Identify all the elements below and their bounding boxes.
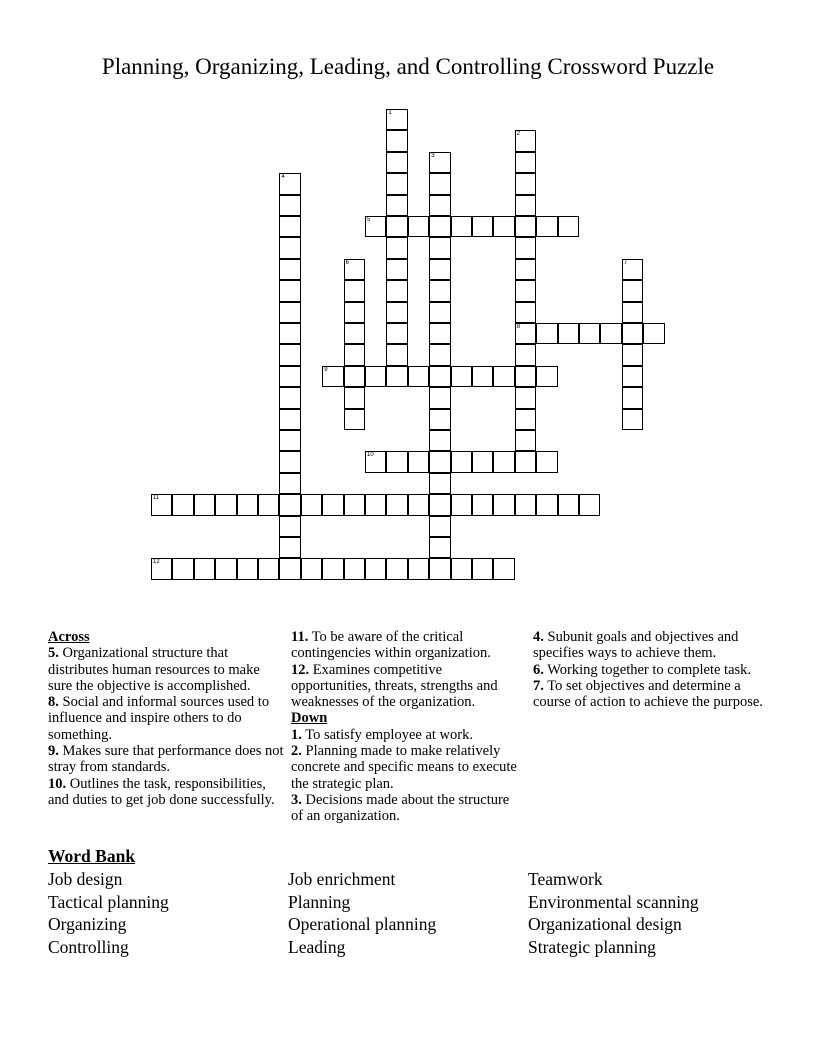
grid-cell[interactable]: [429, 516, 450, 537]
grid-cell[interactable]: [536, 451, 557, 472]
grid-cell[interactable]: [237, 558, 258, 579]
grid-cell[interactable]: [322, 558, 343, 579]
grid-cell[interactable]: [429, 366, 450, 387]
grid-cell[interactable]: [429, 216, 450, 237]
grid-cell[interactable]: [429, 451, 450, 472]
clues-column-2: [291, 629, 523, 825]
grid-cell[interactable]: [279, 451, 300, 472]
grid-cell[interactable]: [344, 409, 365, 430]
grid-cell[interactable]: [386, 130, 407, 151]
grid-cell[interactable]: [536, 323, 557, 344]
grid-cell[interactable]: [622, 280, 643, 301]
grid-cell[interactable]: [386, 366, 407, 387]
grid-cell[interactable]: [515, 494, 536, 515]
grid-cell[interactable]: [429, 409, 450, 430]
grid-cell[interactable]: [429, 430, 450, 451]
grid-cell[interactable]: [215, 494, 236, 515]
grid-cell[interactable]: [515, 323, 536, 344]
grid-cell[interactable]: [472, 558, 493, 579]
grid-cell[interactable]: [344, 494, 365, 515]
grid-cell[interactable]: [515, 302, 536, 323]
grid-cell[interactable]: [344, 280, 365, 301]
cell-number: 9: [324, 366, 328, 373]
grid-cell[interactable]: [493, 451, 514, 472]
clue-across-8: 8. Social and informal sources used to influence and inspire others to do something.: [48, 694, 270, 743]
word-bank-column-2: [288, 868, 436, 958]
grid-cell[interactable]: [515, 366, 536, 387]
grid-cell[interactable]: [451, 494, 472, 515]
grid-cell[interactable]: [279, 473, 300, 494]
grid-cell[interactable]: [386, 152, 407, 173]
grid-cell[interactable]: [301, 494, 322, 515]
grid-cell[interactable]: [408, 451, 429, 472]
cell-number: 2: [516, 131, 521, 138]
grid-cell[interactable]: [386, 195, 407, 216]
grid-cell[interactable]: [279, 344, 300, 365]
grid-cell[interactable]: [622, 409, 643, 430]
grid-cell[interactable]: [279, 366, 300, 387]
clue-across-10: 10. Outlines the task, responsibilities, and duties to get job done successfully.: [48, 775, 275, 808]
grid-cell[interactable]: [172, 558, 193, 579]
grid-cell[interactable]: [279, 494, 300, 515]
grid-cell[interactable]: [386, 344, 407, 365]
grid-cell[interactable]: [515, 344, 536, 365]
grid-cell[interactable]: [558, 216, 579, 237]
grid-cell[interactable]: [515, 430, 536, 451]
clue-across-5: 5. Organizational structure that distributes human resources to make sure the objective is accomplished.: [48, 645, 260, 694]
grid-cell[interactable]: [493, 366, 514, 387]
grid-cell[interactable]: [429, 195, 450, 216]
cell-number: 12: [153, 559, 160, 566]
grid-cell[interactable]: [386, 302, 407, 323]
clues-column-3: [533, 629, 765, 710]
grid-cell[interactable]: [344, 259, 365, 280]
grid-cell[interactable]: [279, 259, 300, 280]
cell-number: 1: [388, 110, 392, 116]
grid-cell[interactable]: [194, 494, 215, 515]
grid-cell[interactable]: [579, 323, 600, 344]
word-bank-item: Leading: [288, 936, 346, 957]
word-bank-item: Environmental scanning: [528, 891, 699, 912]
grid-cell[interactable]: [515, 173, 536, 194]
grid-cell[interactable]: [429, 237, 450, 258]
grid-cell[interactable]: [279, 280, 300, 301]
clue-down-1: 1. To satisfy employee at work.: [291, 726, 473, 743]
grid-cell[interactable]: [344, 387, 365, 408]
grid-cell[interactable]: [344, 366, 365, 387]
word-bank-item: Job design: [48, 869, 123, 889]
cell-number: 8: [516, 324, 521, 330]
grid-cell[interactable]: [622, 259, 643, 280]
cell-number: 11: [153, 495, 160, 502]
grid-cell[interactable]: [386, 109, 407, 130]
grid-cell[interactable]: [279, 302, 300, 323]
grid-cell[interactable]: [258, 558, 279, 579]
grid-cell[interactable]: [279, 237, 300, 258]
word-bank-title: Word Bank: [48, 846, 136, 866]
grid-cell[interactable]: [622, 302, 643, 323]
word-bank-item: Operational planning: [288, 914, 437, 935]
grid-cell[interactable]: [515, 409, 536, 430]
grid-cell[interactable]: [322, 494, 343, 515]
grid-cell[interactable]: [515, 259, 536, 280]
grid-cell[interactable]: [429, 537, 450, 558]
grid-cell[interactable]: [451, 451, 472, 472]
grid-cell[interactable]: [365, 366, 386, 387]
word-bank-item: Tactical planning: [48, 891, 169, 912]
grid-cell[interactable]: [386, 216, 407, 237]
grid-cell[interactable]: [515, 216, 536, 237]
grid-cell[interactable]: [429, 302, 450, 323]
grid-cell[interactable]: [386, 237, 407, 258]
grid-cell[interactable]: [386, 173, 407, 194]
grid-cell[interactable]: [386, 451, 407, 472]
grid-cell[interactable]: [237, 494, 258, 515]
grid-cell[interactable]: [429, 558, 450, 579]
clues-column-1: [48, 629, 284, 808]
grid-cell[interactable]: [558, 323, 579, 344]
word-bank-item: Organizing: [48, 914, 127, 935]
grid-cell[interactable]: [429, 494, 450, 515]
grid-cell[interactable]: [536, 366, 557, 387]
grid-cell[interactable]: [429, 280, 450, 301]
grid-cell[interactable]: [558, 494, 579, 515]
word-bank-item: Teamwork: [528, 869, 603, 889]
grid-cell[interactable]: [622, 387, 643, 408]
grid-cell[interactable]: [344, 558, 365, 579]
grid-cell[interactable]: [429, 323, 450, 344]
grid-cell[interactable]: [515, 130, 536, 151]
grid-cell[interactable]: [279, 537, 300, 558]
grid-cell[interactable]: [451, 558, 472, 579]
grid-cell[interactable]: [279, 195, 300, 216]
grid-cell[interactable]: [472, 366, 493, 387]
grid-cell[interactable]: [194, 558, 215, 579]
clue-down-3: 3. Decisions made about the structure of an organization.: [291, 791, 510, 825]
grid-cell[interactable]: [643, 323, 664, 344]
grid-cell[interactable]: [622, 344, 643, 365]
grid-cell[interactable]: [600, 323, 621, 344]
cell-number: 3: [431, 152, 435, 159]
grid-cell[interactable]: [279, 430, 300, 451]
grid-cell[interactable]: [515, 451, 536, 472]
grid-cell[interactable]: [493, 558, 514, 579]
clue-down-6: 6. Working together to complete task.: [533, 661, 752, 678]
grid-cell[interactable]: [536, 494, 557, 515]
grid-cell[interactable]: [386, 494, 407, 515]
grid-cell[interactable]: [429, 344, 450, 365]
grid-cell[interactable]: [515, 280, 536, 301]
cell-number: 6: [345, 259, 349, 266]
grid-cell[interactable]: [408, 494, 429, 515]
clue-down-7: 7. To set objectives and determine a course of action to achieve the purpose.: [533, 677, 763, 711]
grid-cell[interactable]: [386, 280, 407, 301]
grid-cell[interactable]: [365, 216, 386, 237]
grid-cell[interactable]: [408, 558, 429, 579]
grid-cell[interactable]: [279, 516, 300, 537]
grid-cell[interactable]: [515, 152, 536, 173]
word-bank-column-3: [528, 868, 699, 958]
grid-cell[interactable]: [279, 558, 300, 579]
grid-cell[interactable]: [279, 409, 300, 430]
grid-cell[interactable]: [429, 173, 450, 194]
cell-number: 4: [281, 174, 285, 181]
grid-cell[interactable]: [215, 558, 236, 579]
grid-cell[interactable]: [622, 366, 643, 387]
word-bank-item: Planning: [288, 891, 351, 912]
clue-across-9: 9. Makes sure that performance does not stray from standards.: [48, 743, 284, 776]
grid-cell[interactable]: [344, 344, 365, 365]
cell-number: 7: [623, 259, 628, 266]
grid-cell[interactable]: [536, 216, 557, 237]
grid-cell[interactable]: [429, 152, 450, 173]
word-bank-item: Organizational design: [528, 914, 682, 935]
grid-cell[interactable]: [172, 494, 193, 515]
grid-cell[interactable]: [451, 366, 472, 387]
grid-cell[interactable]: [279, 173, 300, 194]
grid-cell[interactable]: [515, 387, 536, 408]
grid-cell[interactable]: [151, 558, 172, 579]
grid-cell[interactable]: [365, 558, 386, 579]
clue-across-11: 11. To be aware of the critical contingencies within organization.: [291, 629, 491, 662]
cell-number: 10: [367, 452, 374, 459]
grid-cell[interactable]: [279, 387, 300, 408]
grid-cell[interactable]: [472, 216, 493, 237]
down-heading: Down: [291, 710, 328, 727]
clue-down-4: 4. Subunit goals and objectives and specifies ways to achieve them.: [533, 629, 739, 662]
grid-cell[interactable]: [429, 387, 450, 408]
grid-cell[interactable]: [344, 302, 365, 323]
grid-cell[interactable]: [515, 237, 536, 258]
grid-cell[interactable]: [579, 494, 600, 515]
grid-cell[interactable]: [365, 451, 386, 472]
grid-cell[interactable]: [622, 323, 643, 344]
clue-down-2: 2. Planning made to make relatively concrete and specific means to execute the strategic plan.: [291, 743, 517, 792]
word-bank-item: Strategic planning: [528, 936, 656, 957]
grid-cell[interactable]: [258, 494, 279, 515]
word-bank-item: Controlling: [48, 936, 129, 957]
grid-cell[interactable]: [408, 366, 429, 387]
grid-cell[interactable]: [493, 216, 514, 237]
grid-cell[interactable]: [344, 323, 365, 344]
clue-across-12: 12. Examines competitive opportunities, threats, strengths and weaknesses of the organization.: [291, 661, 498, 711]
grid-cell[interactable]: [365, 494, 386, 515]
grid-cell[interactable]: [386, 259, 407, 280]
grid-cell[interactable]: [451, 216, 472, 237]
grid-cell[interactable]: [515, 195, 536, 216]
puzzle-title: Planning, Organizing, Leading, and Controlling Crossword Puzzle: [101, 54, 715, 79]
word-bank-column-1: [48, 868, 169, 958]
word-bank-item: Job enrichment: [288, 869, 396, 889]
grid-cell[interactable]: [429, 259, 450, 280]
grid-cell[interactable]: [301, 558, 322, 579]
grid-cell[interactable]: [279, 323, 300, 344]
grid-cell[interactable]: [322, 366, 343, 387]
cell-number: 5: [367, 217, 371, 223]
grid-cell[interactable]: [386, 558, 407, 579]
grid-cell[interactable]: [386, 323, 407, 344]
grid-cell[interactable]: [493, 494, 514, 515]
grid-cell[interactable]: [279, 216, 300, 237]
grid-cell[interactable]: [429, 473, 450, 494]
grid-cell[interactable]: [472, 451, 493, 472]
grid-cell[interactable]: [408, 216, 429, 237]
grid-cell[interactable]: [151, 494, 172, 515]
grid-cell[interactable]: [472, 494, 493, 515]
across-heading: Across: [48, 629, 90, 645]
